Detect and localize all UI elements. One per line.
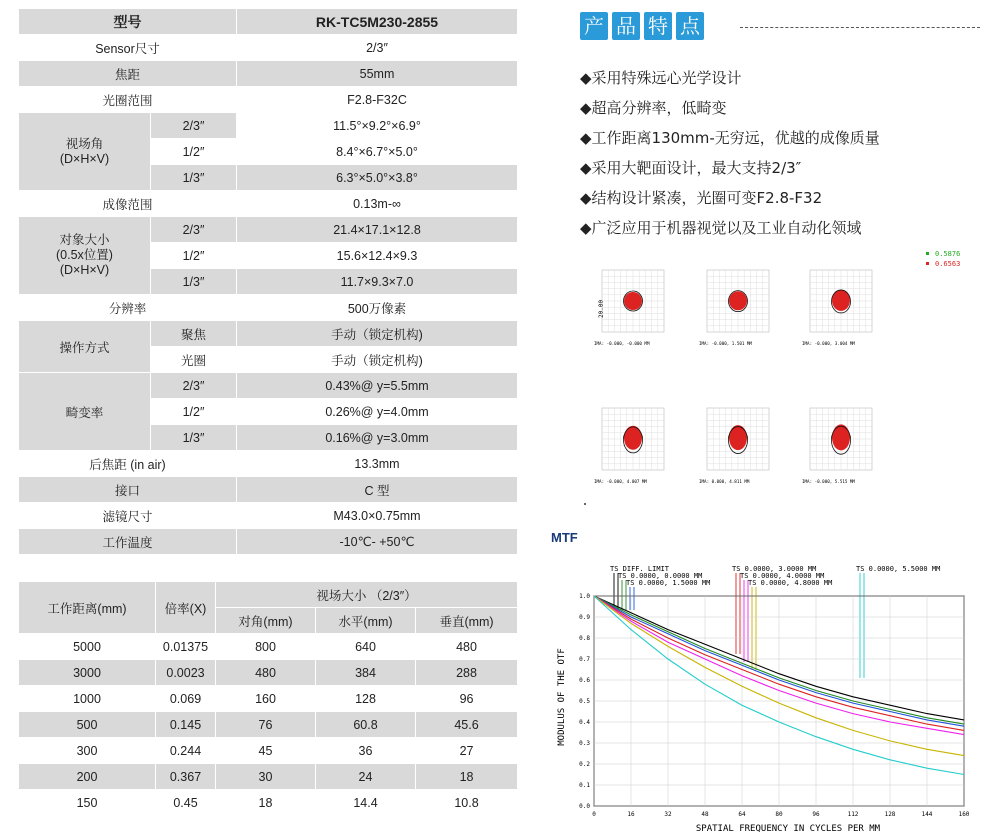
mtf-x-tick-label: 16 bbox=[627, 811, 635, 818]
fov-value: 11.5°×9.2°×6.9° bbox=[237, 113, 518, 139]
feature-item: ◆采用特殊远心光学设计 bbox=[580, 69, 742, 87]
mtf-section-label: MTF bbox=[551, 530, 578, 545]
mtf-y-tick-label: 0.8 bbox=[579, 635, 590, 642]
operation-type: 聚焦 bbox=[151, 321, 237, 347]
feature-item: ◆工作距离130mm-无穷远，优越的成像质量 bbox=[580, 129, 880, 147]
spot-red bbox=[624, 292, 642, 310]
feature-item: ◆采用大靶面设计，最大支持2/3″ bbox=[580, 159, 802, 177]
operation-value: 手动（锁定机构) bbox=[237, 321, 518, 347]
distance-cell: 10.8 bbox=[416, 790, 518, 816]
distortion-size: 1/2″ bbox=[151, 399, 237, 425]
bfl-value: 13.3mm bbox=[237, 451, 518, 477]
temp-value: -10℃- +50℃ bbox=[237, 529, 518, 555]
distance-cell: 288 bbox=[416, 660, 518, 686]
distortion-value: 0.43%@ y=5.5mm bbox=[237, 373, 518, 399]
legend-marker-red bbox=[926, 262, 929, 265]
fov-size: 2/3″ bbox=[151, 113, 237, 139]
distance-row bbox=[19, 738, 518, 764]
model-label: 型号 bbox=[19, 9, 237, 35]
col-horiz: 水平(mm) bbox=[316, 608, 416, 634]
object-size: 1/3″ bbox=[151, 269, 237, 295]
distance-cell: 160 bbox=[216, 686, 316, 712]
spot-dot bbox=[584, 503, 586, 505]
mount-label: 接口 bbox=[19, 477, 237, 503]
mtf-legend-label: TS 0.0000, 1.5000 MM bbox=[626, 579, 711, 587]
mtf-legend-label: TS 0.0000, 3.0000 MM bbox=[732, 565, 817, 573]
mtf-x-tick-label: 32 bbox=[664, 811, 672, 818]
mtf-y-tick-label: 1.0 bbox=[579, 593, 590, 600]
features-title-char: 特 bbox=[644, 12, 672, 40]
distance-cell: 128 bbox=[316, 686, 416, 712]
sensor-value: 2/3″ bbox=[237, 35, 518, 61]
object-value: 21.4×17.1×12.8 bbox=[237, 217, 518, 243]
mtf-grid bbox=[594, 596, 964, 806]
spot-field-label: IMA: -0.000, 1.501 MM bbox=[699, 341, 752, 346]
spot-red bbox=[729, 291, 747, 310]
feature-item: ◆结构设计紧凑，光圈可变F2.8-F32 bbox=[580, 189, 823, 207]
distance-cell: 27 bbox=[416, 738, 518, 764]
col-vert: 垂直(mm) bbox=[416, 608, 518, 634]
operation-type: 光圈 bbox=[151, 347, 237, 373]
aperture-label: 光圈范围 bbox=[19, 87, 237, 113]
spot-legend-label: 0.6563 bbox=[935, 260, 961, 268]
mtf-x-tick-label: 96 bbox=[812, 811, 820, 818]
spot-cell bbox=[699, 270, 769, 346]
mount-value: C 型 bbox=[237, 477, 518, 503]
distance-cell: 5000 bbox=[19, 634, 156, 660]
spot-red bbox=[624, 426, 642, 450]
fov-size: 1/2″ bbox=[151, 139, 237, 165]
spot-legend bbox=[926, 250, 960, 268]
distance-cell: 0.01375 bbox=[156, 634, 216, 660]
mtf-y-tick-label: 0.5 bbox=[579, 698, 590, 705]
distance-cell: 0.069 bbox=[156, 686, 216, 712]
distance-cell: 300 bbox=[19, 738, 156, 764]
mtf-y-tick-label: 0.1 bbox=[579, 782, 590, 789]
fov-value: 6.3°×5.0°×3.8° bbox=[237, 165, 518, 191]
mtf-x-tick-label: 144 bbox=[921, 811, 933, 818]
distance-table bbox=[18, 581, 518, 816]
distance-cell: 24 bbox=[316, 764, 416, 790]
mtf-x-tick-label: 112 bbox=[847, 811, 859, 818]
imaging-value: 0.13m-∞ bbox=[237, 191, 518, 217]
legend-marker-green bbox=[926, 252, 929, 255]
spot-diagram bbox=[560, 240, 980, 510]
distance-cell: 60.8 bbox=[316, 712, 416, 738]
mtf-x-tick-label: 0 bbox=[592, 811, 596, 818]
mtf-y-tick-label: 0.0 bbox=[579, 803, 590, 810]
spot-red bbox=[832, 424, 850, 450]
distance-row bbox=[19, 634, 518, 660]
distortion-size: 1/3″ bbox=[151, 425, 237, 451]
mtf-legend-label: TS DIFF. LIMIT bbox=[610, 565, 670, 573]
distance-cell: 76 bbox=[216, 712, 316, 738]
distance-cell: 14.4 bbox=[316, 790, 416, 816]
mtf-x-tick-label: 160 bbox=[958, 811, 970, 818]
distance-cell: 800 bbox=[216, 634, 316, 660]
distance-cell: 0.367 bbox=[156, 764, 216, 790]
resolution-label: 分辨率 bbox=[19, 295, 237, 321]
col-distance: 工作距离(mm) bbox=[19, 582, 156, 634]
distance-cell: 480 bbox=[216, 660, 316, 686]
distortion-value: 0.16%@ y=3.0mm bbox=[237, 425, 518, 451]
bfl-label: 后焦距 (in air) bbox=[19, 451, 237, 477]
mtf-y-tick-label: 0.6 bbox=[579, 677, 590, 684]
distance-row bbox=[19, 764, 518, 790]
mtf-x-tick-label: 48 bbox=[701, 811, 709, 818]
focal-label: 焦距 bbox=[19, 61, 237, 87]
distance-row bbox=[19, 790, 518, 816]
spot-field-label: IMA: 0.000, 4.811 MM bbox=[699, 479, 750, 484]
fov-size: 1/3″ bbox=[151, 165, 237, 191]
spot-cell bbox=[594, 408, 664, 484]
mtf-x-tick-label: 80 bbox=[775, 811, 783, 818]
mtf-x-tick-label: 64 bbox=[738, 811, 746, 818]
distance-cell: 1000 bbox=[19, 686, 156, 712]
object-size: 1/2″ bbox=[151, 243, 237, 269]
mtf-y-axis-label: MODULUS OF THE OTF bbox=[557, 648, 567, 746]
resolution-value: 500万像素 bbox=[237, 295, 518, 321]
aperture-value: F2.8-F32C bbox=[237, 87, 518, 113]
features-title-char: 品 bbox=[612, 12, 640, 40]
distance-cell: 150 bbox=[19, 790, 156, 816]
col-fov-group: 视场大小 （2/3″） bbox=[216, 582, 518, 608]
distance-cell: 0.244 bbox=[156, 738, 216, 764]
temp-label: 工作温度 bbox=[19, 529, 237, 555]
spot-cells bbox=[594, 270, 872, 484]
distance-cell: 30 bbox=[216, 764, 316, 790]
distance-row bbox=[19, 712, 518, 738]
mtf-y-tick-label: 0.3 bbox=[579, 740, 590, 747]
model-value: RK-TC5M230-2855 bbox=[237, 9, 518, 35]
distance-cell: 0.45 bbox=[156, 790, 216, 816]
distance-cell: 36 bbox=[316, 738, 416, 764]
distance-cell: 200 bbox=[19, 764, 156, 790]
sensor-label: Sensor尺寸 bbox=[19, 35, 237, 61]
distance-cell: 0.145 bbox=[156, 712, 216, 738]
features-list bbox=[580, 68, 880, 248]
mtf-y-tick-label: 0.7 bbox=[579, 656, 590, 663]
spot-field-label: IMA: -0.000, 3.004 MM bbox=[802, 341, 855, 346]
distance-table-body bbox=[19, 634, 518, 816]
feature-item: ◆广泛应用于机器视觉以及工业自动化领域 bbox=[580, 219, 862, 237]
spot-field-label: IMA: -0.000, 4.007 MM bbox=[594, 479, 647, 484]
features-title-char: 产 bbox=[580, 12, 608, 40]
spot-red bbox=[729, 425, 747, 450]
distance-cell: 0.0023 bbox=[156, 660, 216, 686]
spot-scale-label: 20.00 bbox=[598, 299, 605, 318]
mtf-y-tick-label: 0.9 bbox=[579, 614, 590, 621]
spot-field-label: IMA: -0.000, 5.515 MM bbox=[802, 479, 855, 484]
distortion-label: 畸变率 bbox=[19, 373, 151, 451]
filter-label: 滤镜尺寸 bbox=[19, 503, 237, 529]
mtf-legend-label: TS 0.0000, 4.8000 MM bbox=[748, 579, 833, 587]
col-diag: 对角(mm) bbox=[216, 608, 316, 634]
features-divider bbox=[740, 27, 980, 28]
spec-table bbox=[18, 8, 518, 555]
mtf-chart bbox=[552, 558, 978, 834]
object-label: 对象大小 (0.5x位置) (D×H×V) bbox=[19, 217, 151, 295]
mtf-legend bbox=[610, 565, 940, 678]
spot-cell bbox=[802, 408, 872, 484]
distance-cell: 384 bbox=[316, 660, 416, 686]
distortion-size: 2/3″ bbox=[151, 373, 237, 399]
distance-cell: 500 bbox=[19, 712, 156, 738]
mtf-legend-label: TS 0.0000, 0.0000 MM bbox=[618, 572, 703, 580]
fov-value: 8.4°×6.7°×5.0° bbox=[237, 139, 518, 165]
mtf-y-tick-label: 0.2 bbox=[579, 761, 590, 768]
spot-legend-label: 0.5876 bbox=[935, 250, 961, 258]
features-title-char: 点 bbox=[676, 12, 704, 40]
mtf-ticks bbox=[579, 593, 970, 818]
spot-cell bbox=[802, 270, 872, 346]
spot-field-label: IMA: -0.000, -0.000 MM bbox=[594, 341, 650, 346]
distance-cell: 45 bbox=[216, 738, 316, 764]
feature-item: ◆超高分辨率，低畸变 bbox=[580, 99, 727, 117]
distance-cell: 96 bbox=[416, 686, 518, 712]
mtf-x-axis-label: SPATIAL FREQUENCY IN CYCLES PER MM bbox=[695, 824, 881, 834]
distance-row bbox=[19, 660, 518, 686]
distance-cell: 3000 bbox=[19, 660, 156, 686]
object-value: 11.7×9.3×7.0 bbox=[237, 269, 518, 295]
features-title bbox=[580, 12, 704, 40]
col-ratio: 倍率(X) bbox=[156, 582, 216, 634]
distance-cell: 45.6 bbox=[416, 712, 518, 738]
distortion-value: 0.26%@ y=4.0mm bbox=[237, 399, 518, 425]
filter-value: M43.0×0.75mm bbox=[237, 503, 518, 529]
distance-row bbox=[19, 686, 518, 712]
mtf-y-tick-label: 0.4 bbox=[579, 719, 590, 726]
mtf-legend-label: TS 0.0000, 5.5000 MM bbox=[856, 565, 941, 573]
distance-cell: 640 bbox=[316, 634, 416, 660]
object-size: 2/3″ bbox=[151, 217, 237, 243]
operation-label: 操作方式 bbox=[19, 321, 151, 373]
mtf-x-tick-label: 128 bbox=[884, 811, 896, 818]
distance-cell: 18 bbox=[416, 764, 518, 790]
imaging-label: 成像范围 bbox=[19, 191, 237, 217]
distance-cell: 480 bbox=[416, 634, 518, 660]
mtf-legend-label: TS 0.0000, 4.0000 MM bbox=[740, 572, 825, 580]
object-value: 15.6×12.4×9.3 bbox=[237, 243, 518, 269]
fov-label: 视场角 (D×H×V) bbox=[19, 113, 151, 191]
operation-value: 手动（锁定机构) bbox=[237, 347, 518, 373]
spot-cell bbox=[699, 408, 769, 484]
focal-value: 55mm bbox=[237, 61, 518, 87]
distance-cell: 18 bbox=[216, 790, 316, 816]
